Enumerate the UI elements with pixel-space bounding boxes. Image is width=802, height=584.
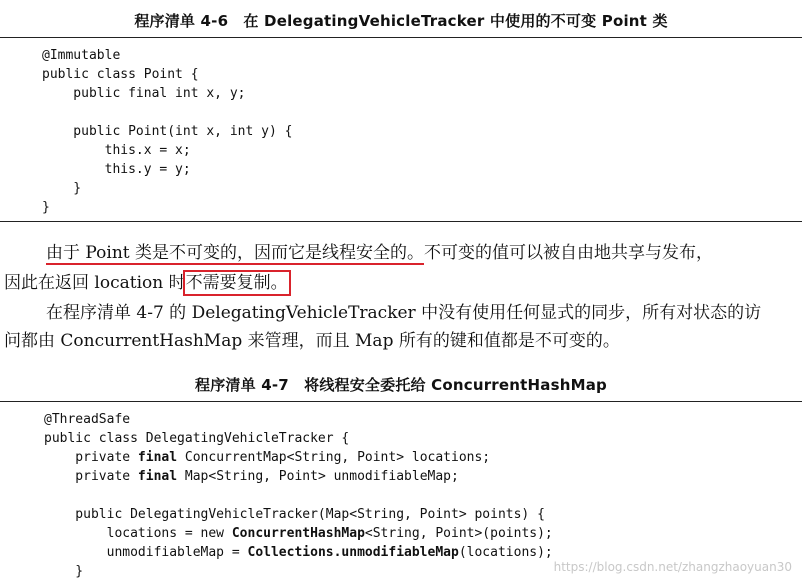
code-line: } [42,200,50,215]
paragraph-2-line-2: 问都由 ConcurrentHashMap 来管理，而且 Map 所有的键和值都是不可变的。 [4,331,620,351]
code-keyword: final [137,450,178,465]
code-line [44,467,459,486]
code-line: } [44,564,84,579]
code-part: Map<String, Point> unmodifiableMap; [177,469,459,484]
listing-4-6-caption: 程序清单 4-6 在 DelegatingVehicleTracker 中使用的不可变 Point 类 [134,12,668,30]
code-line: public final int x, y; [42,86,246,101]
code-line: public class DelegatingVehicleTracker { [44,431,350,446]
code-part: ConcurrentMap<String, Point> locations; [177,450,491,465]
code-part: (locations); [458,545,553,560]
listing-4-6-bottom-rule [0,221,802,222]
code-part: locations = new [44,526,232,541]
paragraph-2-line-1: 在程序清单 4-7 的 DelegatingVehicleTracker 中没有使用任何显式的同步，所有对状态的访 [46,303,762,323]
code-line: public Point(int x, int y) { [42,124,293,139]
code-highlight: ConcurrentHashMap [231,526,365,541]
paragraph-1-rest: 不可变的值可以被自由地共享与发布， [424,243,714,263]
listing-4-6-code [42,46,293,215]
boxed-phrase: 不需要复制。 [185,273,288,293]
code-part: unmodifiableMap = [44,545,248,560]
code-line [44,524,553,543]
code-line: public class Point { [42,67,199,82]
code-keyword: final [137,469,178,484]
listing-4-7-code [44,410,553,579]
code-line [44,448,490,467]
paragraph-1-line-2 [4,270,288,296]
code-line: } [42,181,82,196]
code-part: <String, Point>(points); [364,526,553,541]
code-part: private [44,469,138,484]
code-line: @Immutable [42,48,121,63]
listing-4-7-caption: 程序清单 4-7 将线程安全委托给 ConcurrentHashMap [195,376,607,394]
paragraph-1-line-2-prefix: 因此在返回 location 时 [4,273,186,293]
code-line: this.y = y; [42,162,191,177]
underlined-sentence: 由于 Point 类是不可变的，因而它是线程安全的。 [46,243,425,263]
code-line: @ThreadSafe [44,412,131,427]
watermark: https://blog.csdn.net/zhangzhaoyuan30 [553,560,792,574]
code-highlight: Collections.unmodifiableMap [247,545,459,560]
listing-4-7-top-rule [0,401,802,402]
code-line: public DelegatingVehicleTracker(Map<String, Point> points) { [44,507,545,522]
code-line [44,543,553,562]
listing-4-6-top-rule [0,37,802,38]
code-line: this.x = x; [42,143,191,158]
paragraph-1-line-1 [46,240,713,266]
code-part: private [44,450,138,465]
